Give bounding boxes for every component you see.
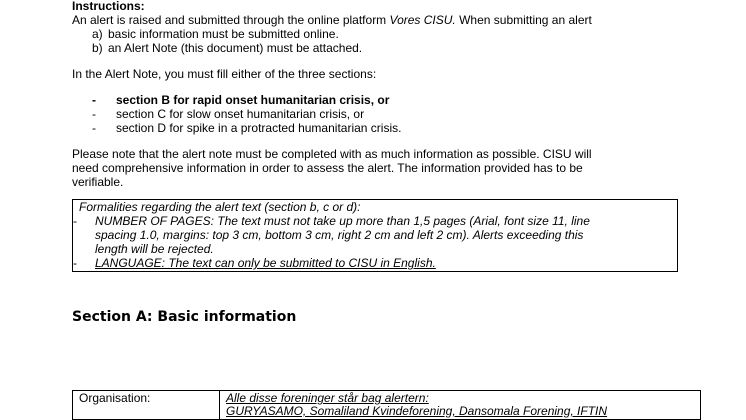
platform-name: Vores CISU. — [389, 13, 456, 27]
note-line-3: verifiable. — [72, 175, 124, 189]
formalities-language: - LANGUAGE: The text can only be submitted to CISU in English. — [73, 256, 436, 270]
section-a-title: Section A: Basic information — [72, 309, 297, 325]
formalities-title: Formalities regarding the alert text (section b, c or d): — [79, 200, 361, 214]
list-item: - section D for spike in a protracted humanitarian crisis. — [92, 121, 402, 135]
table-row — [73, 391, 701, 420]
list-item: - section C for slow onset humanitarian crisis, or — [92, 107, 365, 121]
note-line-2: need comprehensive information in order to assess the alert. The information provided has to be — [72, 161, 583, 175]
formalities-box — [72, 199, 678, 272]
instructions-heading: Instructions: — [72, 0, 145, 13]
organisation-value: Alle disse foreninger står bag alertern: GURYASAMO, Somaliland Kvindeforening, Dansomala Forening, IFTIN — [220, 391, 701, 420]
sections-intro: In the Alert Note, you must fill either of the three sections: — [72, 67, 377, 81]
organisation-label: Organisation: — [73, 391, 220, 420]
list-item: - section B for rapid onset humanitarian crisis, or — [92, 93, 390, 107]
instruction-item-a: a) basic information must be submitted online. — [92, 27, 339, 41]
note-line-1: Please note that the alert note must be completed with as much information as possible. CISU will — [72, 147, 592, 161]
sections-list — [92, 93, 682, 135]
formalities-pages: - NUMBER OF PAGES: The text must not take up more than 1,5 pages (Arial, font size 11, line spacing 1.0, margins: top 3 cm, bottom 3 cm, right 2 cm and left 2 cm). Alerts exceeding this length will be rejected. — [73, 214, 590, 256]
instructions-intro: An alert is raised and submitted through the online platform Vores CISU. When submitting an alert — [72, 13, 592, 27]
instruction-item-b: b) an Alert Note (this document) must be attached. — [92, 41, 363, 55]
document-page — [72, 0, 682, 325]
basic-info-table — [72, 390, 701, 420]
